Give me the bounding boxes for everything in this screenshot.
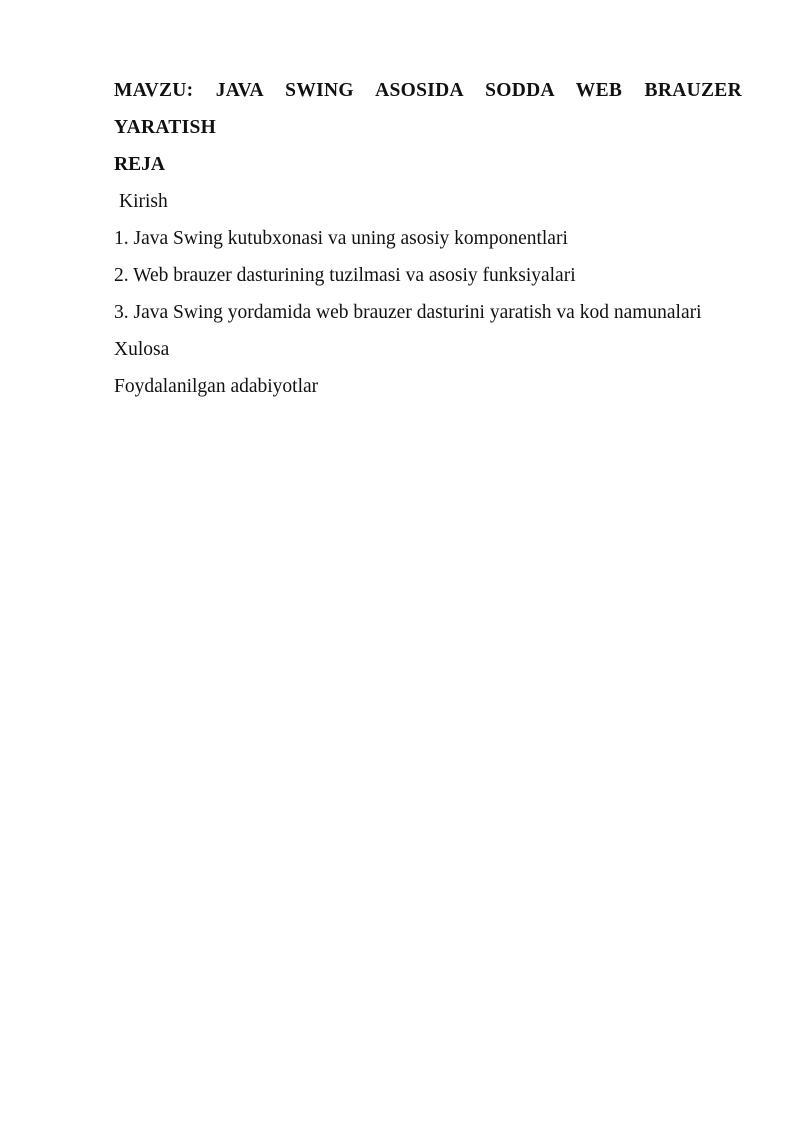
plan-item-1: 1. Java Swing kutubxonasi va uning asosiy komponentlari	[114, 228, 568, 249]
plan-item-introduction: Kirish	[119, 191, 168, 212]
plan-item-references: Foydalanilgan adabiyotlar	[114, 376, 319, 397]
plan-item-3: 3. Java Swing yordamida web brauzer dasturini yaratish va kod namunalari	[114, 302, 702, 323]
plan-item-conclusion: Xulosa	[114, 339, 170, 360]
plan-heading: REJA	[114, 154, 165, 175]
plan-item-2: 2. Web brauzer dasturining tuzilmasi va asosiy funksiyalari	[114, 265, 576, 286]
document-body	[114, 72, 742, 405]
document-title: MAVZU: JAVA SWING ASOSIDA SODDA WEB BRAUZER YARATISH	[114, 80, 742, 138]
